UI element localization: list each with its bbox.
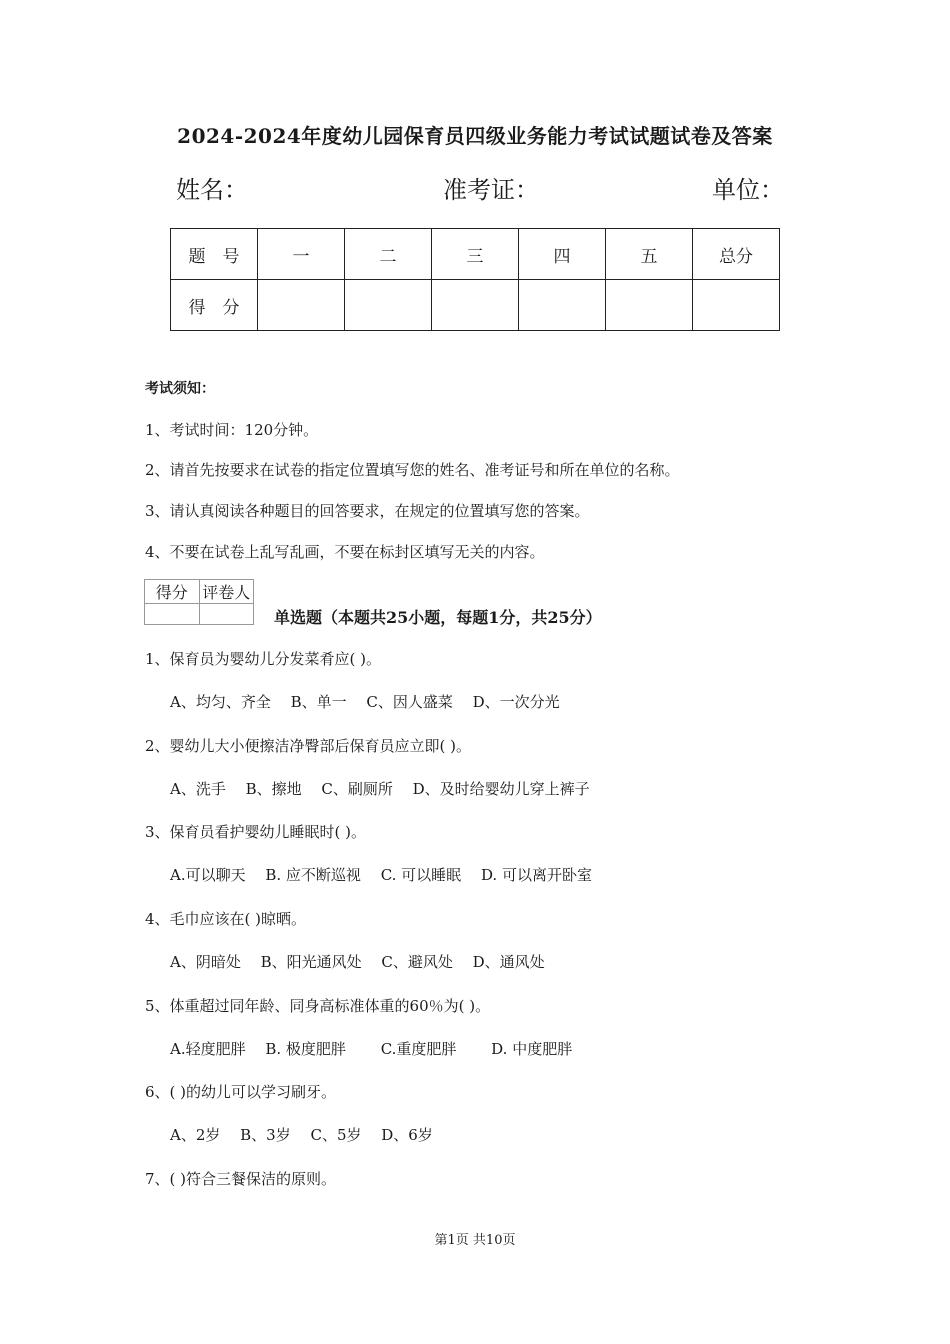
question-text: 2、婴幼儿大小便擦洁净臀部后保育员应立即( )。 xyxy=(145,737,472,755)
score-header-2: 二 xyxy=(345,229,432,280)
question-text: 1、保育员为婴幼儿分发菜肴应( )。 xyxy=(145,650,382,668)
question-text: 5、体重超过同年龄、同身高标准体重的60％为( )。 xyxy=(145,997,491,1015)
score-cell-2[interactable] xyxy=(345,280,432,331)
score-header-4: 四 xyxy=(519,229,606,280)
question-options: A、阴暗处 B、阳光通风处 C、避风处 D、通风处 xyxy=(170,953,545,971)
question-text: 7、( )符合三餐保洁的原则。 xyxy=(145,1170,337,1188)
grader-score-cell[interactable] xyxy=(145,604,200,625)
score-cell-4[interactable] xyxy=(519,280,606,331)
notice-item: 1、考试时间：120分钟。 xyxy=(145,421,319,439)
question-text: 4、毛巾应该在( )晾晒。 xyxy=(145,910,307,928)
section-title: 单选题（本题共25小题，每题1分，共25分） xyxy=(274,608,602,627)
question-text: 6、( )的幼儿可以学习刷牙。 xyxy=(145,1083,337,1101)
question-options: A、2岁 B、3岁 C、5岁 D、6岁 xyxy=(170,1126,433,1144)
score-header-1: 一 xyxy=(258,229,345,280)
score-header-5: 五 xyxy=(606,229,693,280)
question-text: 3、保育员看护婴幼儿睡眠时( )。 xyxy=(145,823,367,841)
grader-box xyxy=(144,579,254,625)
page-footer: 第1页 共10页 xyxy=(434,1233,516,1248)
score-table xyxy=(170,228,780,331)
question-options: A、洗手 B、擦地 C、刷厕所 D、及时给婴幼儿穿上裤子 xyxy=(170,780,590,798)
grader-name-label: 评卷人 xyxy=(199,580,254,604)
notice-item: 4、不要在试卷上乱写乱画，不要在标封区填写无关的内容。 xyxy=(145,543,545,561)
score-row-label: 得 分 xyxy=(171,280,258,331)
score-cell-3[interactable] xyxy=(432,280,519,331)
score-cell-5[interactable] xyxy=(606,280,693,331)
score-header-label: 题 号 xyxy=(171,229,258,280)
score-table-header-row xyxy=(171,229,780,280)
score-table-score-row xyxy=(171,280,780,331)
notice-heading: 考试须知： xyxy=(145,381,215,397)
score-cell-1[interactable] xyxy=(258,280,345,331)
grader-name-cell[interactable] xyxy=(199,604,254,625)
score-header-total: 总分 xyxy=(693,229,780,280)
question-options: A.轻度肥胖 B. 极度肥胖 C.重度肥胖 D. 中度肥胖 xyxy=(170,1040,573,1058)
name-field-label: 姓名： xyxy=(176,176,248,204)
question-options: A、均匀、齐全 B、单一 C、因人盛菜 D、一次分光 xyxy=(170,693,560,711)
grader-score-label: 得分 xyxy=(145,580,200,604)
score-header-3: 三 xyxy=(432,229,519,280)
question-options: A.可以聊天 B. 应不断巡视 C. 可以睡眠 D. 可以离开卧室 xyxy=(170,866,592,884)
notice-item: 3、请认真阅读各种题目的回答要求，在规定的位置填写您的答案。 xyxy=(145,502,590,520)
score-cell-total[interactable] xyxy=(693,280,780,331)
page-title: 2024-2024年度幼儿园保育员四级业务能力考试试题试卷及答案 xyxy=(177,124,773,148)
ticket-field-label: 准考证： xyxy=(443,176,539,204)
notice-item: 2、请首先按要求在试卷的指定位置填写您的姓名、准考证号和所在单位的名称。 xyxy=(145,461,680,479)
unit-field-label: 单位： xyxy=(712,176,784,204)
